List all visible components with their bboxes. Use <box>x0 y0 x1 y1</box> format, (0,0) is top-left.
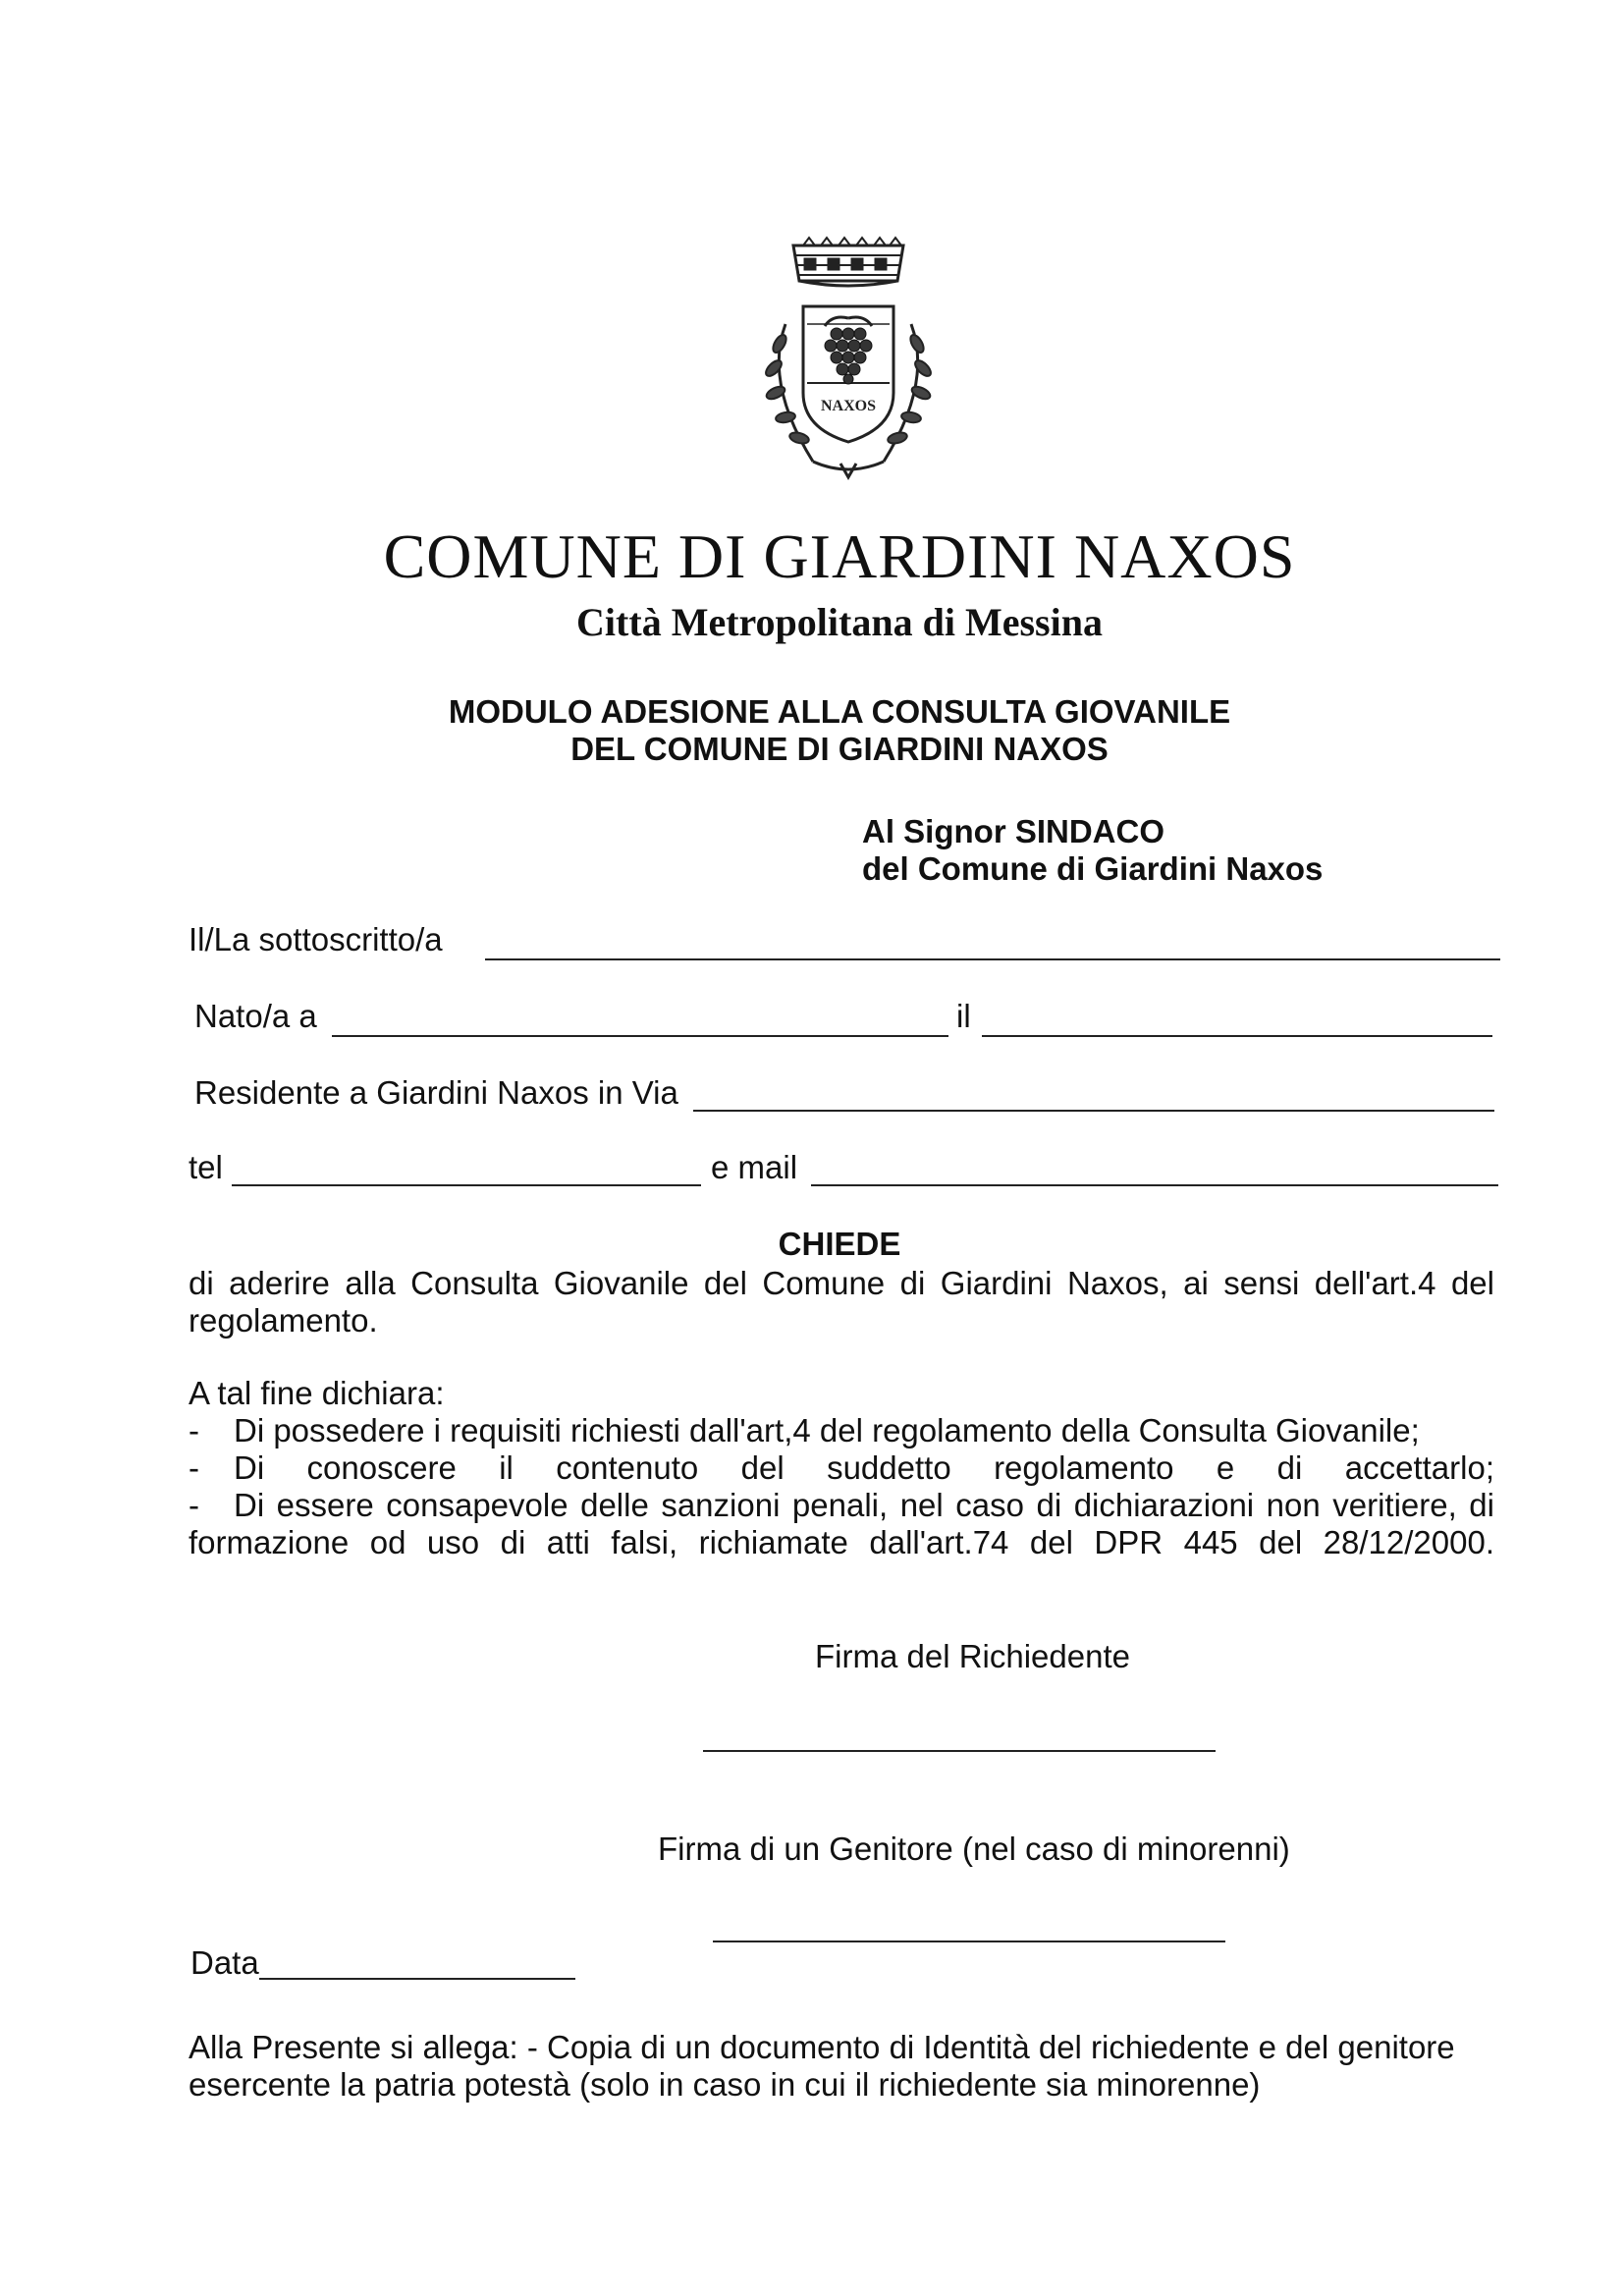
declaration-intro: A tal fine dichiara: <box>189 1375 445 1411</box>
parent-signature-label: Firma di un Genitore (nel caso di minorenni) <box>658 1831 1290 1867</box>
applicant-signature-label: Firma del Richiedente <box>815 1638 1130 1674</box>
born-label: Nato/a a <box>194 998 317 1034</box>
birthplace-field[interactable] <box>332 1035 948 1037</box>
bullet-dash: - <box>189 1412 199 1449</box>
recipient-line1: Al Signor SINDACO <box>862 813 1165 849</box>
module-title-line2: DEL COMUNE DI GIARDINI NAXOS <box>570 731 1109 767</box>
declaration-item-text: Di essere consapevole delle sanzioni penali, nel caso di dichiarazioni non veritiere, di <box>234 1487 1494 1523</box>
attachments-line2: esercente la patria potestà (solo in caso in cui il richiedente sia minorenne) <box>189 2066 1261 2103</box>
email-label: e mail <box>711 1149 798 1185</box>
declaration-continuation: formazione od uso di atti falsi, richiamate dall'art.74 del DPR 445 del 28/12/2000. <box>189 1524 1494 1560</box>
street-field[interactable] <box>693 1110 1494 1112</box>
page-subtitle: Città Metropolitana di Messina <box>576 600 1103 644</box>
tel-field[interactable] <box>232 1184 701 1186</box>
recipient-line2: del Comune di Giardini Naxos <box>862 850 1324 887</box>
request-heading: CHIEDE <box>778 1226 901 1262</box>
crest-motto: NAXOS <box>820 398 877 414</box>
attachments-line1: Alla Presente si allega: - Copia di un documento di Identità del richiedente e del genitore <box>189 2029 1455 2065</box>
bullet-dash: - <box>189 1487 199 1523</box>
page-title: COMUNE DI GIARDINI NAXOS <box>383 521 1296 591</box>
undersigned-field[interactable] <box>485 958 1500 960</box>
undersigned-label: Il/La sottoscritto/a <box>189 921 443 957</box>
request-text-line2: regolamento. <box>189 1302 378 1339</box>
email-field[interactable] <box>811 1184 1498 1186</box>
birthdate-field[interactable] <box>982 1035 1492 1037</box>
crown-icon <box>793 238 903 286</box>
bullet-dash: - <box>189 1449 199 1486</box>
tel-label: tel <box>189 1149 223 1185</box>
date-label: Data <box>190 1944 259 1981</box>
declaration-item-text: Di possedere i requisiti richiesti dall'art,4 del regolamento della Consulta Giovanile; <box>234 1412 1420 1449</box>
request-text-line1: di aderire alla Consulta Giovanile del Comune di Giardini Naxos, ai sensi dell'art.4 del <box>189 1265 1494 1301</box>
resident-label: Residente a Giardini Naxos in Via <box>194 1074 678 1111</box>
coat-of-arms-icon <box>734 236 962 483</box>
birthdate-label: il <box>956 998 971 1034</box>
declaration-item-text: Di conoscere il contenuto del suddetto regolamento e di accettarlo; <box>234 1449 1494 1486</box>
module-title-line1: MODULO ADESIONE ALLA CONSULTA GIOVANILE <box>448 693 1231 730</box>
parent-signature-field[interactable] <box>713 1941 1225 1942</box>
date-field[interactable] <box>259 1978 575 1980</box>
applicant-signature-field[interactable] <box>703 1750 1216 1752</box>
